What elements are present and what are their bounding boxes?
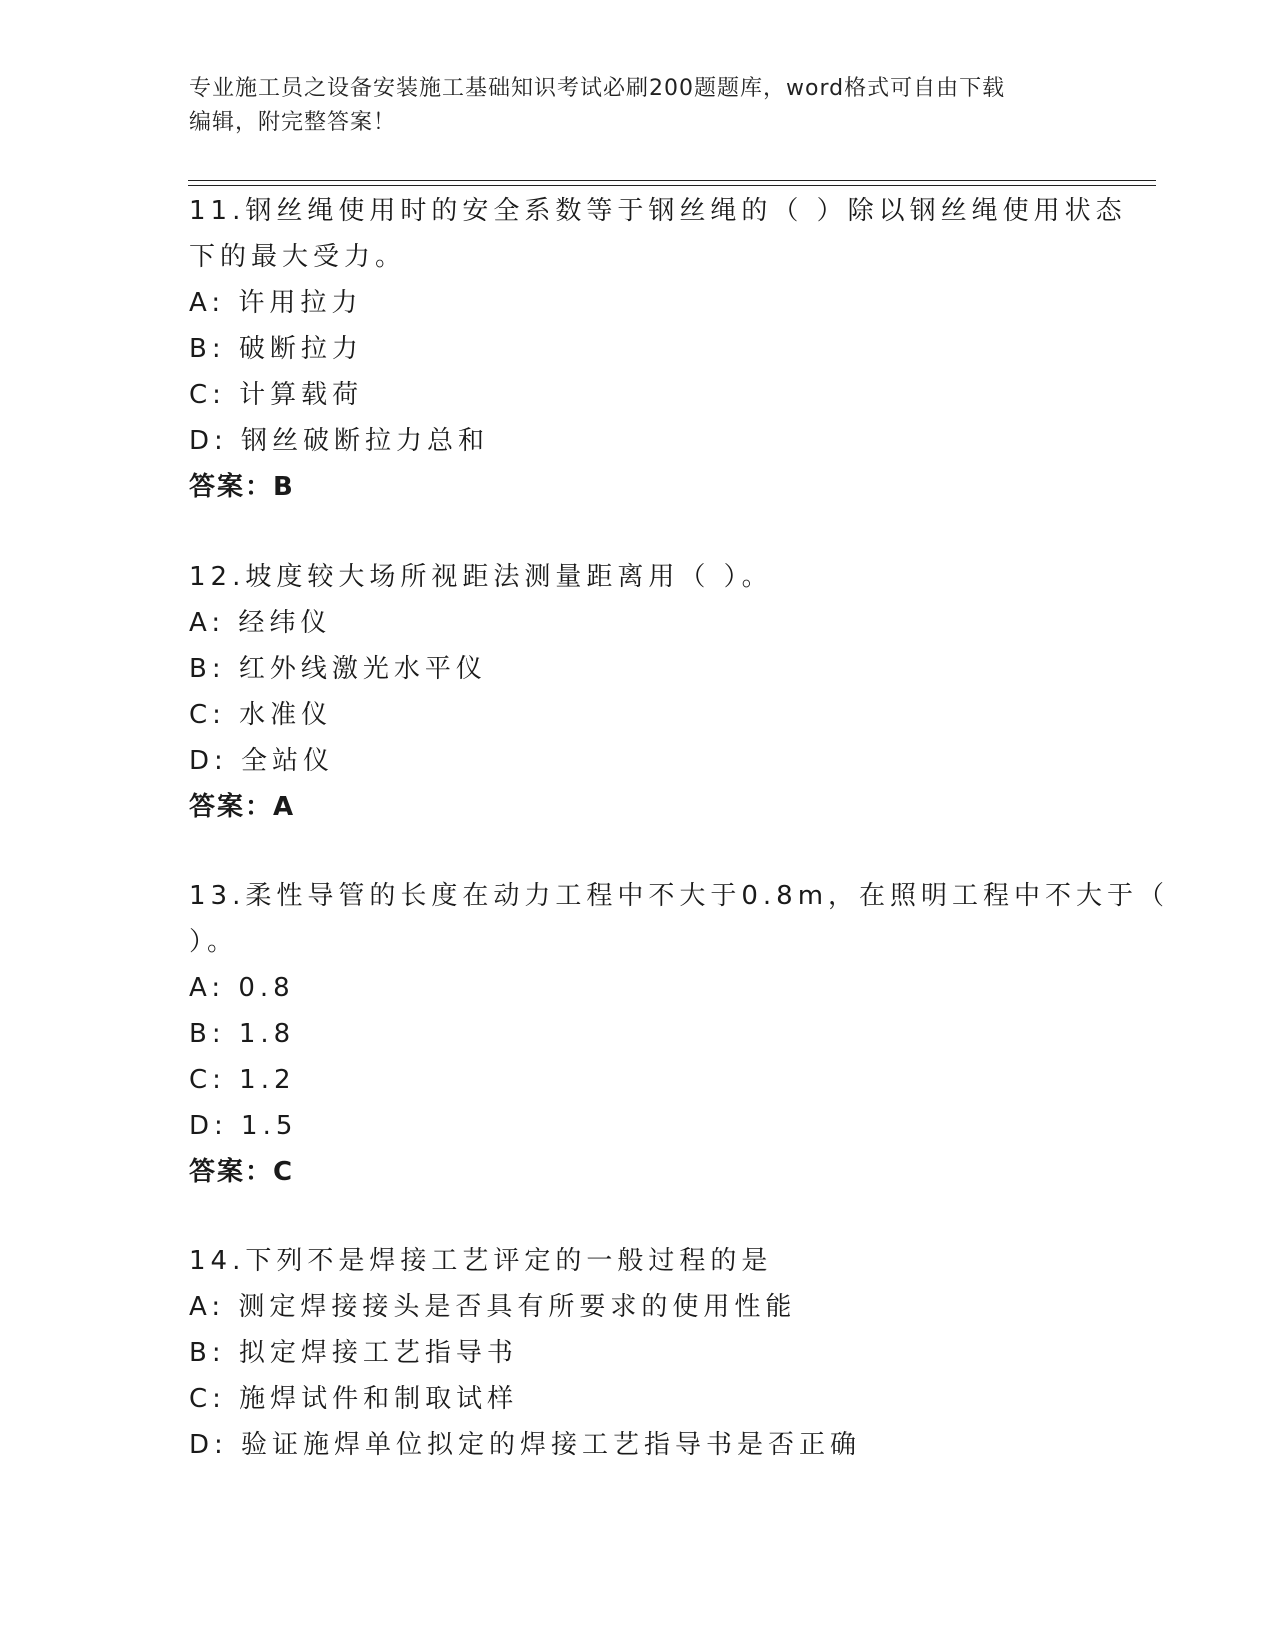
document-header: [189, 72, 1089, 140]
question-13: [189, 873, 1170, 1195]
question-stem-line-1: 12.坡度较大场所视距法测量距离用（ ）。: [189, 562, 773, 592]
option-c: C: 施焊试件和制取试样: [189, 1384, 519, 1414]
header-divider-bottom: [188, 185, 1156, 186]
answer-line: 答案：A: [189, 792, 296, 822]
option-b: B: 拟定焊接工艺指导书: [189, 1338, 518, 1368]
option-a: A: 经纬仪: [189, 608, 332, 638]
question-11: [189, 188, 1127, 510]
question-stem-line-2: 下的最大受力。: [189, 242, 407, 272]
question-stem-line-1: 11.钢丝绳使用时的安全系数等于钢丝绳的（ ）除以钢丝绳使用状态: [189, 196, 1127, 226]
option-a: A: 0.8: [189, 973, 295, 1003]
header-line-2: 编辑，附完整答案！: [189, 110, 397, 135]
option-b: B: 1.8: [189, 1019, 296, 1049]
option-c: C: 计算载荷: [189, 380, 364, 410]
option-c: C: 水准仪: [189, 700, 333, 730]
option-b: B: 红外线激光水平仪: [189, 654, 487, 684]
option-d: D: 全站仪: [189, 746, 335, 776]
option-d: D: 验证施焊单位拟定的焊接工艺指导书是否正确: [189, 1430, 862, 1460]
header-divider-top: [188, 180, 1156, 181]
option-d: D: 钢丝破断拉力总和: [189, 426, 490, 456]
option-c: C: 1.2: [189, 1065, 296, 1095]
answer-line: 答案：B: [189, 472, 295, 502]
option-a: A: 测定焊接接头是否具有所要求的使用性能: [189, 1292, 797, 1322]
header-line-1: 专业施工员之设备安装施工基础知识考试必刷200题题库，word格式可自由下载: [189, 76, 1006, 101]
option-a: A: 许用拉力: [189, 288, 363, 318]
option-b: B: 破断拉力: [189, 334, 363, 364]
question-stem-line-1: 13.柔性导管的长度在动力工程中不大于0.8m，在照明工程中不大于（: [189, 881, 1170, 911]
answer-line: 答案：C: [189, 1157, 295, 1187]
question-14: [189, 1238, 1089, 1468]
option-d: D: 1.5: [189, 1111, 298, 1141]
question-stem-line-1: 14.下列不是焊接工艺评定的一般过程的是: [189, 1246, 773, 1276]
question-stem-line-2: ）。: [189, 927, 239, 957]
question-12: [189, 554, 1089, 830]
